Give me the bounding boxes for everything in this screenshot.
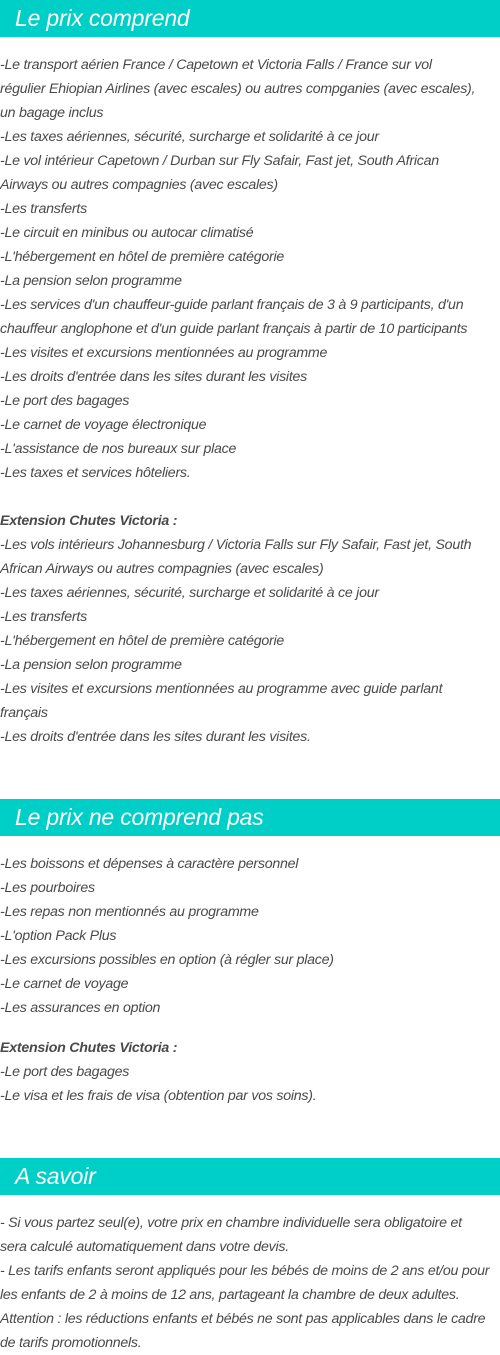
list-item: -Le carnet de voyage électronique — [0, 417, 207, 433]
list-item: -Les assurances en option — [0, 1000, 161, 1016]
list-item: -Les taxes aériennes, sécurité, surcharge et solidarité à ce jour — [0, 585, 379, 601]
paragraph-line: de tarifs promotionnels. — [0, 1335, 142, 1351]
list-item: -Le circuit en minibus ou autocar climatisé — [0, 225, 254, 241]
list-item: -Le port des bagages — [0, 1064, 130, 1080]
list-item: chauffeur anglophone et d'un guide parlant français à partir de 10 participants — [0, 321, 468, 337]
list-item: -Les repas non mentionnés au programme — [0, 904, 259, 920]
not-included-extension-list — [0, 1036, 500, 1108]
list-item: -Les transferts — [0, 609, 87, 625]
list-item: -Les excursions possibles en option (à régler sur place) — [0, 952, 334, 968]
list-item: -La pension selon programme — [0, 657, 182, 673]
list-item: -L'option Pack Plus — [0, 928, 117, 944]
list-item: -Le vol intérieur Capetown / Durban sur Fly Safair, Fast jet, South African — [0, 153, 439, 169]
list-item: -Les pourboires — [0, 880, 95, 896]
list-item: -Le visa et les frais de visa (obtention par vos soins). — [0, 1088, 317, 1104]
paragraph-line: - Les tarifs enfants seront appliqués pour les bébés de moins de 2 ans et/ou pour — [0, 1263, 490, 1279]
not-included-list — [0, 852, 500, 1020]
list-item: -L'hébergement en hôtel de première catégorie — [0, 249, 285, 265]
list-item: Airways ou autres compagnies (avec escales) — [0, 177, 278, 193]
list-item: -Les transferts — [0, 201, 87, 217]
list-item: -Les vols intérieurs Johannesburg / Victoria Falls sur Fly Safair, Fast jet, South — [0, 537, 472, 553]
list-item: African Airways ou autres compagnies (avec escales) — [0, 561, 324, 577]
list-item: -Les taxes aériennes, sécurité, surcharge et solidarité à ce jour — [0, 129, 379, 145]
extension-heading: Extension Chutes Victoria : — [0, 1040, 178, 1056]
list-item: -La pension selon programme — [0, 273, 182, 289]
paragraph-line: Attention : les réductions enfants et bébés ne sont pas applicables dans le cadre — [0, 1311, 486, 1327]
list-item: -Le transport aérien France / Capetown et Victoria Falls / France sur vol — [0, 57, 432, 73]
list-item: -Les visites et excursions mentionnées au programme avec guide parlant — [0, 681, 443, 697]
paragraph-line: - Si vous partez seul(e), votre prix en chambre individuelle sera obligatoire et — [0, 1215, 462, 1231]
section-title-included: Le prix comprend — [0, 0, 500, 37]
list-item: -L'hébergement en hôtel de première catégorie — [0, 633, 285, 649]
included-list — [0, 53, 500, 485]
list-item: -Les taxes et services hôteliers. — [0, 465, 191, 481]
extension-heading: Extension Chutes Victoria : — [0, 513, 178, 529]
list-item: régulier Ehiopian Airlines (avec escales) ou autres compganies (avec escales), — [0, 81, 476, 97]
good-to-know-text — [0, 1211, 500, 1355]
section-title-not-included: Le prix ne comprend pas — [0, 799, 500, 836]
list-item: -Le carnet de voyage — [0, 976, 129, 992]
list-item: -Les boissons et dépenses à caractère personnel — [0, 856, 299, 872]
paragraph-line: les enfants de 2 à moins de 12 ans, partageant la chambre de deux adultes. — [0, 1287, 460, 1303]
list-item: -Les droits d'entrée dans les sites durant les visites — [0, 369, 308, 385]
section-title-good-to-know: A savoir — [0, 1158, 500, 1195]
list-item: -Les services d'un chauffeur-guide parlant français de 3 à 9 participants, d'un — [0, 297, 464, 313]
list-item: français — [0, 705, 48, 721]
list-item: un bagage inclus — [0, 105, 104, 121]
paragraph-line: sera calculé automatiquement dans votre devis. — [0, 1239, 289, 1255]
list-item: -Le port des bagages — [0, 393, 130, 409]
included-extension-list — [0, 509, 500, 749]
list-item: -Les visites et excursions mentionnées au programme — [0, 345, 328, 361]
list-item: -L'assistance de nos bureaux sur place — [0, 441, 237, 457]
list-item: -Les droits d'entrée dans les sites durant les visites. — [0, 729, 311, 745]
